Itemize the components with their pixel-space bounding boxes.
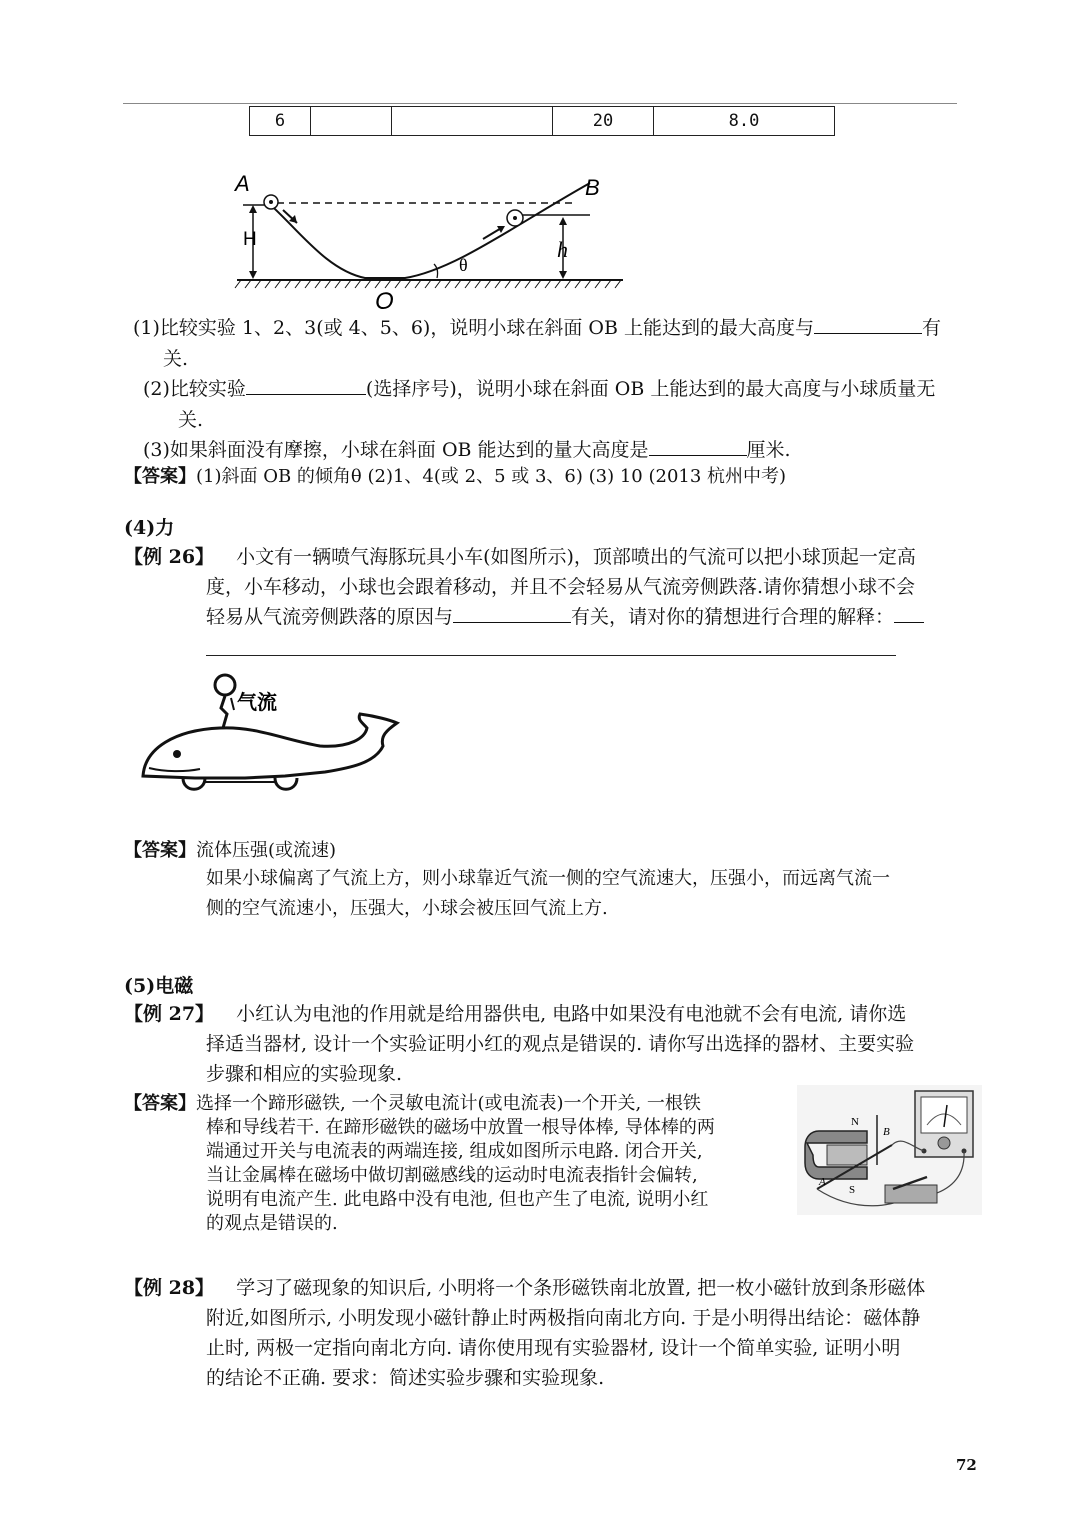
label-h-lower: h (557, 237, 568, 262)
example-label: 【例 27】 (124, 1003, 215, 1025)
label-s: S (849, 1184, 856, 1196)
example-28-line4: 的结论不正确. 要求：简述实验步骤和实验现象. (206, 1367, 605, 1389)
airflow-label: 气流 (237, 690, 277, 714)
q1-part3-text: (3)如果斜面没有摩擦，小球在斜面 OB 能达到的量大高度是 (143, 439, 649, 461)
dolphin-car-figure (135, 668, 410, 803)
answer-text: 的观点是错误的. (206, 1213, 338, 1234)
answer-text: 端通过开关与电流表的两端连接, 组成如图所示电路. 闭合开关, (206, 1141, 703, 1162)
answer-text: 选择一个蹄形磁铁, 一个灵敏电流计(或电流表)一个开关, 一根铁 (196, 1093, 701, 1114)
page-number: 72 (956, 1456, 977, 1474)
answer-label: 【答案】 (124, 840, 196, 861)
answer-blank (649, 435, 747, 456)
example-label: 【例 26】 (124, 546, 215, 568)
label-o: O (375, 288, 394, 315)
label-theta: θ (459, 255, 468, 275)
answer-text: 侧的空气流速小，压强大，小球会被压回气流上方. (206, 898, 608, 919)
q1-part1-cont: 关. (163, 348, 189, 370)
q1-part2-text: (2)比较实验 (143, 378, 246, 400)
section-heading: (5)电磁 (124, 975, 194, 997)
label-a: A (819, 1176, 826, 1188)
label-b: B (585, 175, 600, 200)
label-b: B (883, 1126, 890, 1138)
table-cell: 20 (553, 107, 654, 136)
example-text: 小红认为电池的作用就是给用器供电, 电路中如果没有电池就不会有电流, 请你选 (236, 1003, 907, 1025)
table-cell (311, 107, 392, 136)
answer-line (206, 655, 896, 656)
example-27-line3: 步骤和相应的实验现象. (206, 1063, 403, 1085)
example-27-line2: 择适当器材, 设计一个实验证明小红的观点是错误的. 请你写出选择的器材、主要实验 (206, 1033, 915, 1055)
example-28-line2: 附近,如图所示, 小明发现小磁针静止时两极指向南北方向. 于是小明得出结论：磁体静 (206, 1307, 921, 1329)
table-cell (392, 107, 553, 136)
example-26-line2: 度，小车移动，小球也会跟着移动，并且不会轻易从气流旁侧跌落.请你猜想小球不会 (206, 576, 916, 598)
answer-text: 如果小球偏离了气流上方，则小球靠近气流一侧的空气流速大，压强小，而远离气流一 (206, 868, 890, 889)
table-row (250, 107, 835, 136)
data-table (249, 106, 835, 136)
q1-answer (124, 462, 786, 492)
q1-part2-cont: 关. (178, 409, 204, 431)
q1-part1-line (133, 313, 941, 343)
table-cell: 8.0 (654, 107, 835, 136)
q1-part2-tail: (选择序号)，说明小球在斜面 OB 上能达到的最大高度与小球质量无 (365, 378, 936, 400)
header-rule (123, 103, 957, 104)
q1-part1-text: (1)比较实验 1、2、3(或 4、5、6)，说明小球在斜面 OB 上能达到的最大高度与 (133, 317, 814, 339)
answer-label: 【答案】 (124, 1093, 196, 1114)
example-text: 小文有一辆喷气海豚玩具小车(如图所示)，顶部喷出的气流可以把小球顶起一定高 (236, 546, 916, 568)
example-text: 学习了磁现象的知识后, 小明将一个条形磁铁南北放置, 把一枚小磁针放到条形磁体 (236, 1277, 926, 1299)
answer-label: 【答案】 (124, 466, 196, 487)
answer-text: (1)斜面 OB 的倾角θ (2)1、4(或 2、5 或 3、6) (3) 10 (2013 杭州中考) (196, 466, 787, 487)
answer-text: 棒和导线若干. 在蹄形磁铁的磁场中放置一根导体棒, 导体棒的两 (206, 1117, 715, 1138)
answer-blank (246, 374, 366, 395)
example-26-line3 (206, 602, 924, 632)
example-27-line1 (124, 999, 906, 1029)
example-28-line3: 止时, 两极一定指向南北方向. 请你使用现有实验器材, 设计一个简单实验, 证明小明 (206, 1337, 901, 1359)
answer-blank (453, 602, 571, 623)
label-n: N (851, 1116, 859, 1128)
example-label: 【例 28】 (124, 1277, 215, 1299)
answer-text: 当让金属棒在磁场中做切割磁感线的运动时电流表指针会偏转, (206, 1165, 698, 1186)
example-text: 有关，请对你的猜想进行合理的解释： (571, 606, 895, 628)
example-26-answer (124, 836, 336, 866)
label-a: A (235, 171, 250, 196)
answer-text: 说明有电流产生. 此电路中没有电池, 但也产生了电流, 说明小红 (206, 1189, 709, 1210)
example-28-line1 (124, 1273, 925, 1303)
q1-part2-line (143, 374, 935, 404)
electromagnetic-figure (797, 1085, 982, 1215)
answer-blank (814, 313, 922, 334)
answer-blank (894, 602, 924, 623)
q1-part3-tail: 厘米. (746, 439, 791, 461)
q1-part1-tail: 有 (921, 317, 941, 339)
example-26-line1 (124, 542, 916, 572)
ramp-figure (225, 165, 635, 315)
table-cell: 6 (250, 107, 311, 136)
q1-part3-line (143, 435, 791, 465)
example-text: 轻易从气流旁侧跌落的原因与 (206, 606, 454, 628)
label-h-upper: H (243, 229, 257, 250)
answer-text: 流体压强(或流速) (196, 840, 337, 861)
section-heading: (4)力 (124, 517, 175, 539)
